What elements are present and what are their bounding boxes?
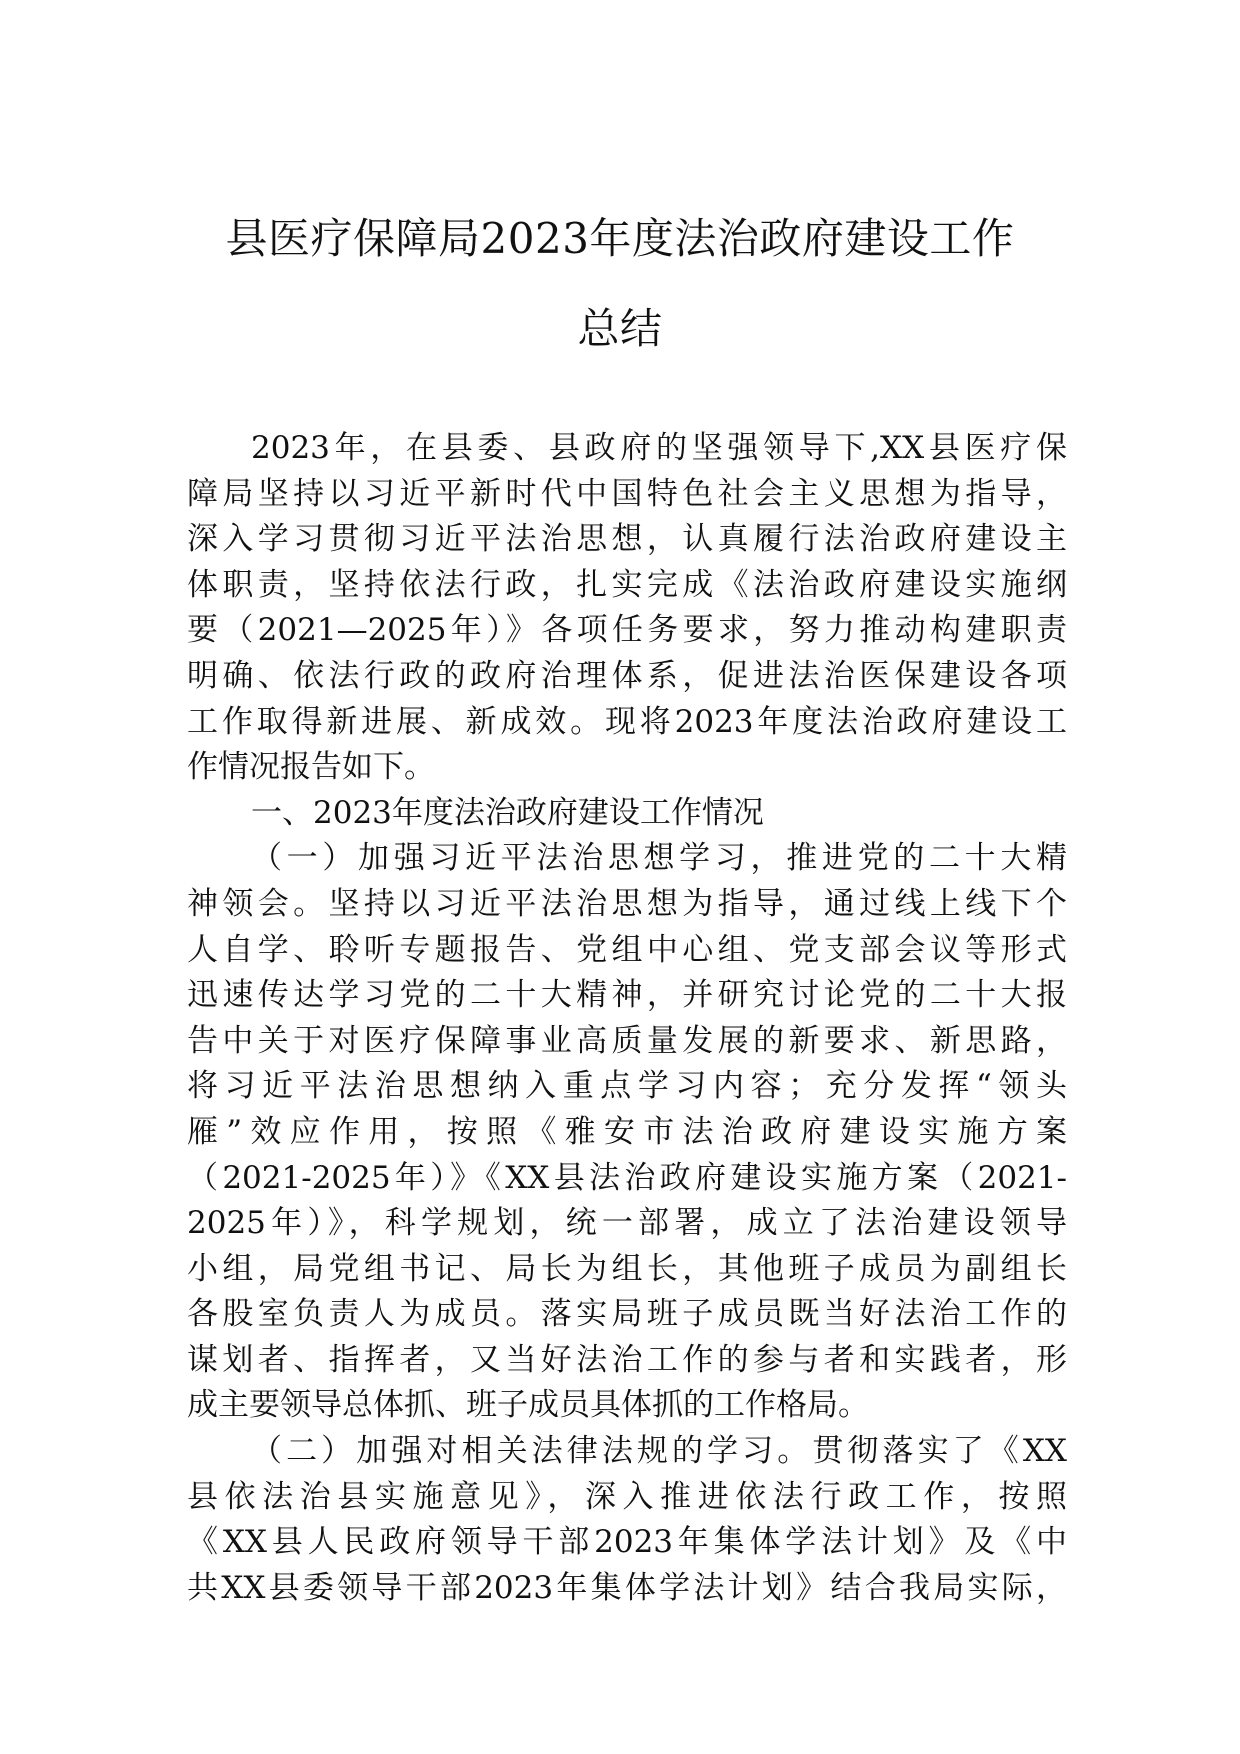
text-line: 作情况报告如下。 [187,749,435,786]
text-line: 工作取得新进展、新成效。现将2023年度法治政府建设工 [187,703,1067,740]
text-line: （二）加强对相关法律法规的学习。贯彻落实了《XX [251,1433,1067,1470]
paragraph-intro [187,426,1067,791]
text-line: 人自学、聆听专题报告、党组中心组、党支部会议等形式 [187,931,1067,968]
section-heading [187,791,1067,837]
text-line: 迅速传达学习党的二十大精神，并研究讨论党的二十大报 [187,977,1067,1014]
text-line: 要（2021—2025年）》各项任务要求，努力推动构建职责 [187,612,1067,649]
text-line: 将习近平法治思想纳入重点学习内容；充分发挥“领头 [187,1068,1067,1105]
text-line: 告中关于对医疗保障事业高质量发展的新要求、新思路， [187,1022,1067,1059]
text-line: （一）加强习近平法治思想学习，推进党的二十大精 [251,840,1067,877]
text-line: 共XX县委领导干部2023年集体学法计划》结合我局实际， [187,1569,1067,1606]
text-line: 2025年）》，科学规划，统一部署，成立了法治建设领导 [187,1205,1067,1242]
text-line: 2023年，在县委、县政府的坚强领导下,XX县医疗保 [251,430,1067,466]
text-line: 神领会。坚持以习近平法治思想为指导，通过线上线下个 [187,885,1067,922]
text-line: 明确、依法行政的政府治理体系，促进法治医保建设各项 [187,657,1067,694]
text-line: 成主要领导总体抓、班子成员具体抓的工作格局。 [187,1387,869,1424]
paragraph-section-2 [187,1429,1067,1611]
text-line: 县依法治县实施意见》，深入推进依法行政工作，按照 [187,1478,1067,1515]
text-line: 《XX县人民政府领导干部2023年集体学法计划》及《中 [187,1524,1067,1561]
document-body [187,426,1067,1611]
text-line: 谋划者、指挥者，又当好法治工作的参与者和实践者，形 [187,1341,1067,1378]
text-line: 各股室负责人为成员。落实局班子成员既当好法治工作的 [187,1296,1067,1333]
text-line: 体职责，坚持依法行政，扎实完成《法治政府建设实施纲 [187,566,1067,603]
paragraph-section-1 [187,836,1067,1429]
text-line: 小组，局党组书记、局长为组长，其他班子成员为副组长 [187,1250,1067,1287]
title-line: 县医疗保障局2023年度法治政府建设工作 [225,214,1015,263]
document-title [140,210,1100,390]
heading-text: 一、2023年度法治政府建设工作情况 [251,794,764,831]
text-line: 雁”效应作用，按照《雅安市法治政府建设实施方案 [187,1113,1067,1150]
title-line: 总结 [577,304,663,353]
text-line: 深入学习贯彻习近平法治思想，认真履行法治政府建设主 [187,521,1067,558]
text-line: 障局坚持以习近平新时代中国特色社会主义思想为指导， [187,475,1067,512]
text-line: （2021-2025年）》《XX县法治政府建设实施方案（2021- [187,1159,1067,1196]
